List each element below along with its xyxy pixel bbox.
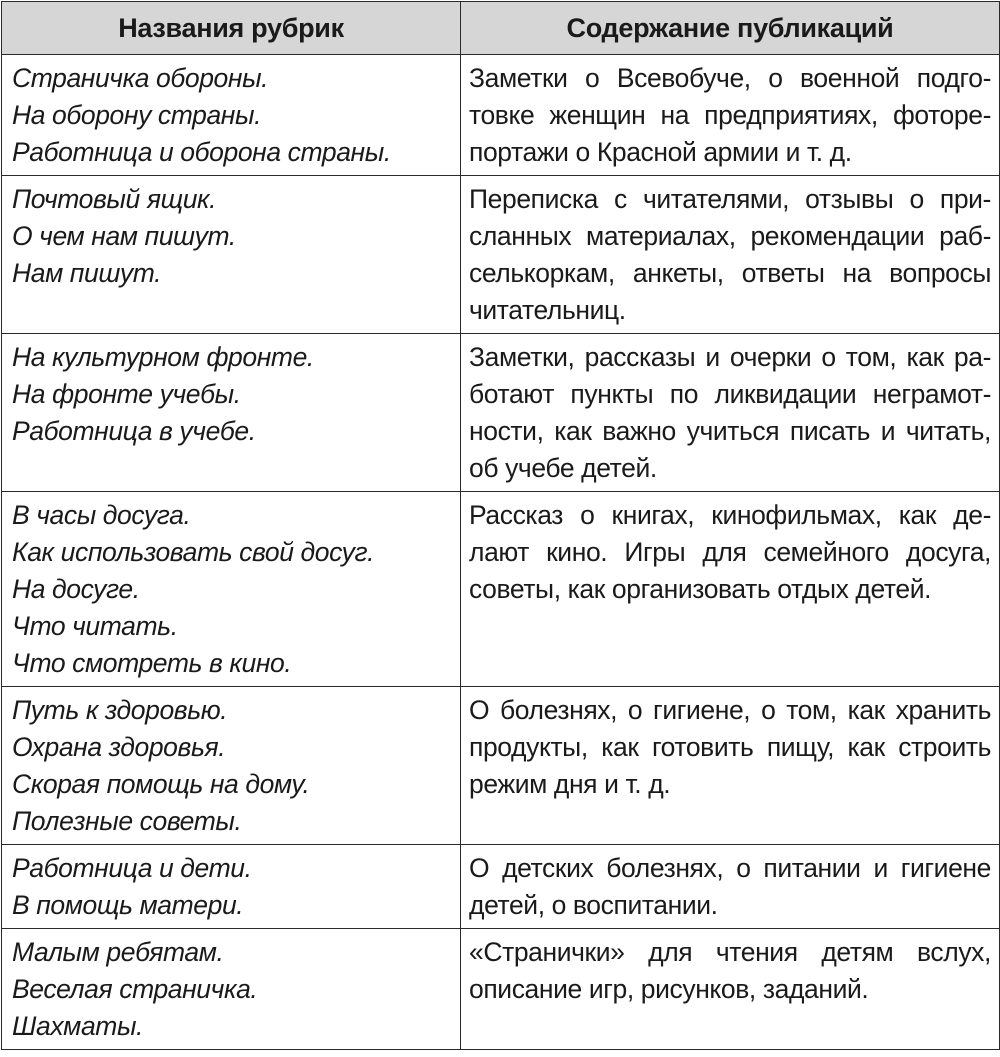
publication-content-cell bbox=[461, 929, 1000, 1050]
rubric-name: На фронте учебы. bbox=[12, 379, 241, 409]
rubric-name: В помощь матери. bbox=[12, 890, 244, 920]
rubric-name: Как использовать свой досуг. bbox=[12, 537, 375, 567]
header-row bbox=[2, 2, 1000, 55]
content-line: описание игр, рисунков, заданий. bbox=[469, 974, 869, 1004]
content-line: продукты, как готовить пищу, как строить bbox=[469, 732, 991, 762]
rubric-name: Работница и дети. bbox=[12, 853, 252, 883]
rubric-names-cell bbox=[2, 929, 461, 1050]
content-line: селькоркам, анкеты, ответы на вопросы bbox=[469, 258, 991, 288]
table-row bbox=[2, 55, 1000, 176]
content-line: Заметки, рассказы и очерки о том, как ра- bbox=[469, 342, 991, 372]
content-line: О детских болезнях, о питании и гигиене bbox=[469, 853, 991, 883]
table-row bbox=[2, 687, 1000, 845]
content-line: об учебе детей. bbox=[469, 453, 657, 483]
rubric-name: Что смотреть в кино. bbox=[12, 648, 292, 678]
rubric-name: Почтовый ящик. bbox=[12, 184, 217, 214]
content-line: Заметки о Всевобуче, о военной подго- bbox=[469, 63, 991, 93]
rubric-name: Скорая помощь на дому. bbox=[12, 769, 310, 799]
publication-content-cell bbox=[461, 334, 1000, 492]
content-line: читательниц. bbox=[469, 295, 626, 325]
rubric-name: Нам пишут. bbox=[12, 258, 162, 288]
rubric-name: Веселая страничка. bbox=[12, 974, 258, 1004]
content-line: сланных материалах, рекомендации раб- bbox=[469, 221, 991, 251]
rubric-name: Работница в учебе. bbox=[12, 416, 256, 446]
content-line: товке женщин на предприятиях, фоторе- bbox=[469, 100, 991, 130]
content-line: портажи о Красной армии и т. д. bbox=[469, 137, 852, 167]
rubric-names-cell bbox=[2, 687, 461, 845]
header-rubric-names: Названия рубрик bbox=[2, 2, 461, 55]
content-line: Переписка с читателями, отзывы о при- bbox=[469, 184, 991, 214]
rubric-name: На оборону страны. bbox=[12, 100, 262, 130]
table-row bbox=[2, 492, 1000, 687]
rubric-names-cell bbox=[2, 845, 461, 929]
rubric-names-cell bbox=[2, 55, 461, 176]
rubric-table bbox=[1, 1, 1000, 1050]
content-line: ботают пункты по ликвидации неграмот- bbox=[469, 379, 991, 409]
content-line: ности, как важно учиться писать и читать, bbox=[469, 416, 991, 446]
rubric-name: Шахматы. bbox=[12, 1011, 144, 1041]
content-line: советы, как организовать отдых детей. bbox=[469, 574, 932, 604]
rubric-name: Что читать. bbox=[12, 611, 178, 641]
header-publication-content: Содержание публикаций bbox=[461, 2, 1000, 55]
rubric-names-cell bbox=[2, 492, 461, 687]
publication-content-cell bbox=[461, 176, 1000, 334]
rubric-name: На культурном фронте. bbox=[12, 342, 314, 372]
table-row bbox=[2, 334, 1000, 492]
rubric-name: Путь к здоровью. bbox=[12, 695, 228, 725]
publication-content-cell bbox=[461, 55, 1000, 176]
content-line: детей, о воспитании. bbox=[469, 890, 718, 920]
publication-content-cell bbox=[461, 687, 1000, 845]
table-row bbox=[2, 845, 1000, 929]
content-line: режим дня и т. д. bbox=[469, 769, 671, 799]
rubric-name: Малым ребятам. bbox=[12, 937, 224, 967]
rubric-name: В часы досуга. bbox=[12, 500, 191, 530]
table-row bbox=[2, 176, 1000, 334]
publication-content-cell bbox=[461, 845, 1000, 929]
content-line: лают кино. Игры для семейного досуга, bbox=[469, 537, 991, 567]
rubric-names-cell bbox=[2, 176, 461, 334]
rubric-name: Работница и оборона страны. bbox=[12, 137, 391, 167]
rubric-name: Охрана здоровья. bbox=[12, 732, 226, 762]
content-line: О болезнях, о гигиене, о том, как хранить bbox=[469, 695, 991, 725]
publication-content-cell bbox=[461, 492, 1000, 687]
content-line: «Странички» для чтения детям вслух, bbox=[469, 937, 991, 967]
rubric-name: На досуге. bbox=[12, 574, 140, 604]
rubric-name: О чем нам пишут. bbox=[12, 221, 236, 251]
rubric-name: Полезные советы. bbox=[12, 806, 242, 836]
table-row bbox=[2, 929, 1000, 1050]
table-header bbox=[2, 2, 1000, 55]
table-body bbox=[2, 55, 1000, 1050]
content-line: Рассказ о книгах, кинофильмах, как де- bbox=[469, 500, 991, 530]
rubric-name: Страничка обороны. bbox=[12, 63, 269, 93]
rubric-names-cell bbox=[2, 334, 461, 492]
